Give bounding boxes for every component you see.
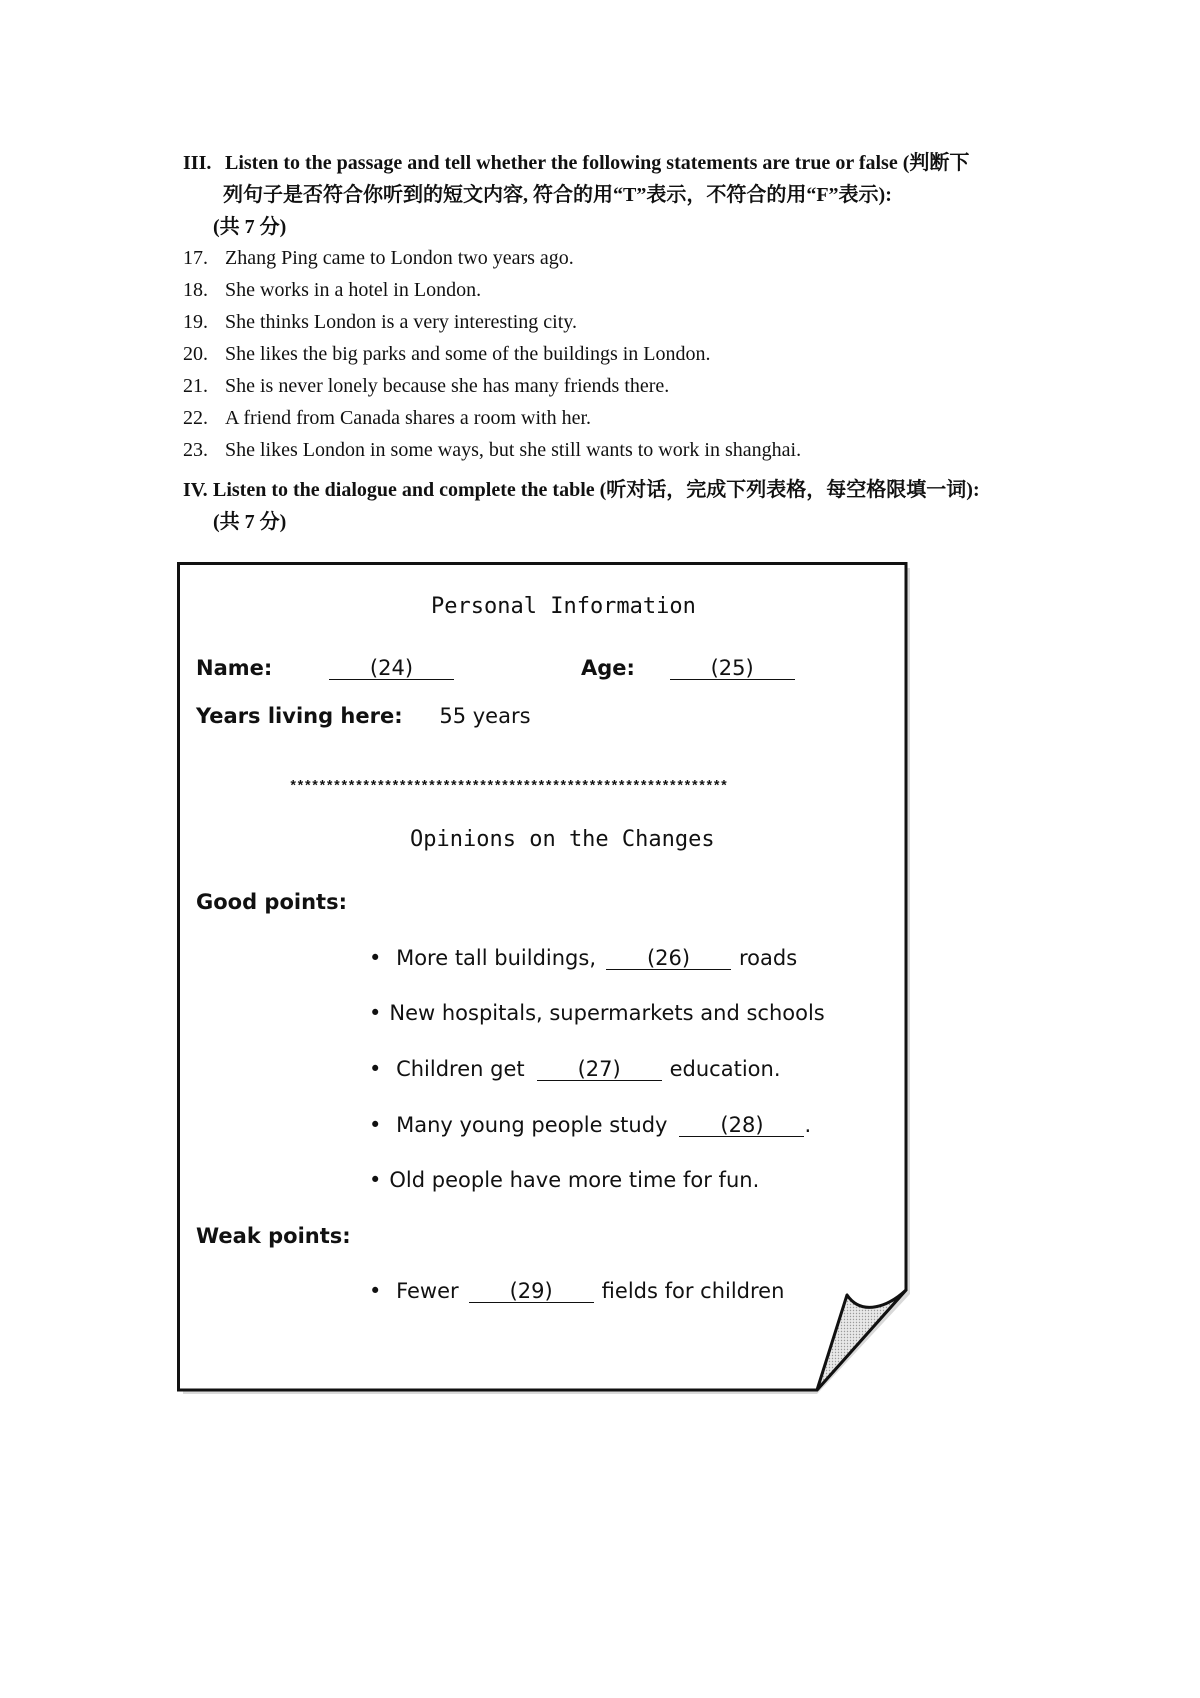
- good-point-1-tail: roads: [739, 946, 798, 970]
- years-value: 55 years: [439, 704, 531, 728]
- name-row: [196, 656, 462, 680]
- item-number: 18.: [183, 279, 208, 301]
- section-3-line1: Listen to the passage and tell whether the following statements are true or false (判断下: [225, 152, 970, 174]
- blank-27: (27): [537, 1058, 662, 1081]
- age-blank: (25): [670, 657, 795, 680]
- list-item: [183, 242, 801, 274]
- good-point-4-text: Many young people study: [396, 1113, 668, 1137]
- section-4-instructions: [183, 474, 1033, 538]
- list-item: [183, 402, 801, 434]
- item-number: 20.: [183, 343, 208, 365]
- good-point-3: [369, 1057, 781, 1081]
- good-point-3-text: Children get: [396, 1057, 525, 1081]
- opinions-title: Opinions on the Changes: [410, 827, 715, 852]
- list-item: [183, 338, 801, 370]
- age-label: Age:: [581, 656, 635, 680]
- weak-point-1-tail: fields for children: [601, 1279, 785, 1303]
- star-divider: ************************************************************: [289, 779, 728, 795]
- name-blank: (24): [329, 657, 454, 680]
- weak-point-1-text: Fewer: [396, 1279, 459, 1303]
- item-number: 19.: [183, 311, 208, 333]
- statement-list: [183, 242, 801, 466]
- item-number: 23.: [183, 439, 208, 461]
- good-point-3-tail: education.: [669, 1057, 781, 1081]
- item-text: She likes London in some ways, but she still wants to work in shanghai.: [225, 439, 802, 461]
- list-item: [183, 274, 801, 306]
- section-4-line1: Listen to the dialogue and complete the table (听对话，完成下列表格，每空格限填一词):: [213, 479, 980, 501]
- list-item: [183, 370, 801, 402]
- name-label: Name:: [196, 656, 273, 680]
- good-point-5: • Old people have more time for fun.: [369, 1168, 759, 1192]
- section-4-score: (共 7 分): [213, 511, 287, 533]
- section-4-number: IV.: [183, 479, 208, 501]
- item-number: 21.: [183, 375, 208, 397]
- list-item: [183, 306, 801, 338]
- paper-frame: [177, 562, 910, 1394]
- blank-28: (28): [679, 1114, 804, 1137]
- item-text: Zhang Ping came to London two years ago.: [225, 247, 574, 269]
- weak-points-label: Weak points:: [196, 1224, 351, 1248]
- years-row: [196, 704, 531, 728]
- blank-29: (29): [469, 1280, 594, 1303]
- personal-info-card: [177, 562, 910, 1394]
- weak-point-1: [369, 1279, 784, 1303]
- item-number: 17.: [183, 247, 208, 269]
- blank-26: (26): [606, 947, 731, 970]
- age-row: [581, 656, 803, 680]
- good-point-4: [369, 1113, 811, 1137]
- years-label: Years living here:: [196, 704, 403, 728]
- item-text: She likes the big parks and some of the buildings in London.: [225, 343, 711, 365]
- good-point-4-tail: .: [804, 1113, 812, 1137]
- card-title: Personal Information: [431, 594, 696, 619]
- section-3-line2: 列句子是否符合你听到的短文内容, 符合的用“T”表示，不符合的用“F”表示):: [223, 184, 892, 206]
- item-number: 22.: [183, 407, 208, 429]
- section-3-number: III.: [183, 152, 212, 174]
- good-point-1: [369, 946, 797, 970]
- list-item: [183, 434, 801, 466]
- item-text: A friend from Canada shares a room with her.: [225, 407, 592, 429]
- item-text: She works in a hotel in London.: [225, 279, 482, 301]
- good-point-2: • New hospitals, supermarkets and schools: [369, 1001, 825, 1025]
- item-text: She thinks London is a very interesting city.: [225, 311, 577, 333]
- item-text: She is never lonely because she has many friends there.: [225, 375, 670, 397]
- section-3-score: (共 7 分): [213, 216, 287, 238]
- good-points-label: Good points:: [196, 890, 347, 914]
- good-point-1-text: More tall buildings,: [396, 946, 596, 970]
- section-3-instructions: [183, 147, 1033, 243]
